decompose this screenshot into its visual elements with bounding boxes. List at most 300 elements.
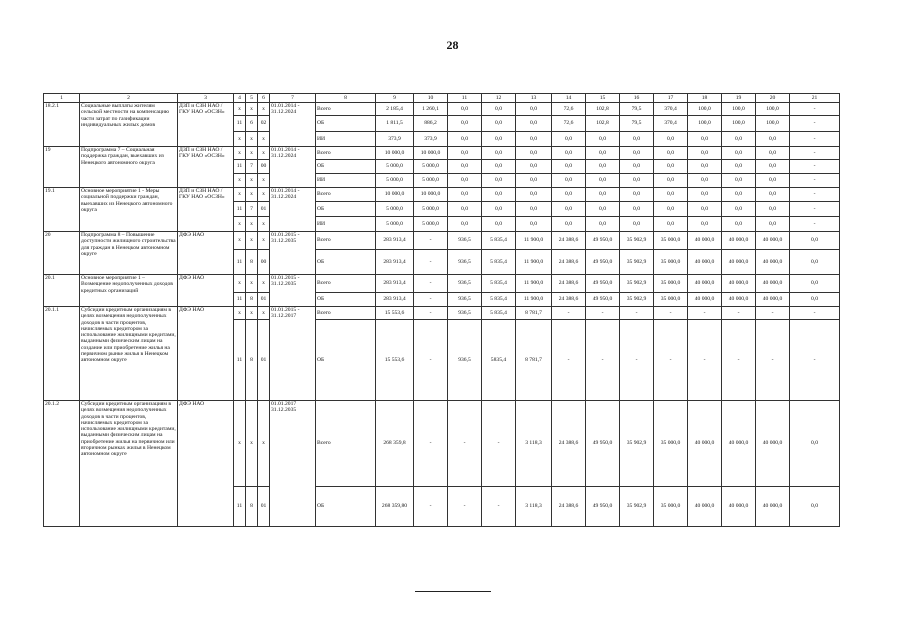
budget-code: 11: [234, 293, 246, 307]
amount-cell: 2 185,4: [376, 103, 414, 116]
amount-cell: 5 000,0: [376, 160, 414, 174]
funding-source: Всего: [316, 103, 376, 116]
amount-cell: 10 000,0: [376, 188, 414, 202]
column-header: 14: [552, 94, 586, 103]
amount-cell: 0,0: [552, 160, 586, 174]
funding-source: ИИ: [316, 132, 376, 147]
amount-cell: 0,0: [516, 202, 552, 217]
column-header: 8: [316, 94, 376, 103]
amount-cell: -: [790, 103, 840, 116]
amount-cell: 0,0: [448, 132, 482, 147]
amount-cell: 24 388,6: [552, 232, 586, 250]
funding-source: Всего: [316, 275, 376, 293]
row-number: 20.1: [44, 275, 80, 307]
amount-cell: 373,9: [376, 132, 414, 147]
row-name: Подпрограмма 8 – Повышение доступности жилищного строительства для граждан в Ненецком автономном округе: [80, 232, 178, 275]
amount-cell: 0,0: [654, 160, 688, 174]
amount-cell: 0,0: [448, 116, 482, 132]
budget-code: 11: [234, 250, 246, 275]
amount-cell: 0,0: [552, 174, 586, 188]
budget-code: 8: [246, 250, 258, 275]
footer-line: [415, 591, 491, 592]
amount-cell: 0,0: [448, 217, 482, 232]
amount-cell: 0,0: [790, 487, 840, 527]
amount-cell: -: [414, 307, 448, 320]
amount-cell: 5 000,0: [376, 217, 414, 232]
budget-code: x: [234, 103, 246, 116]
amount-cell: -: [586, 307, 620, 320]
amount-cell: -: [790, 132, 840, 147]
funding-source: ОБ: [316, 116, 376, 132]
budget-code: 00: [258, 160, 270, 174]
amount-cell: 0,0: [516, 174, 552, 188]
amount-cell: -: [414, 275, 448, 293]
amount-cell: -: [722, 320, 756, 401]
amount-cell: 15 553,6: [376, 320, 414, 401]
budget-code: x: [246, 174, 258, 188]
table-row: [44, 103, 840, 116]
amount-cell: 8 781,7: [516, 320, 552, 401]
amount-cell: 24 388,6: [552, 250, 586, 275]
funding-source: Всего: [316, 147, 376, 160]
amount-cell: 0,0: [756, 188, 790, 202]
amount-cell: 100,0: [688, 116, 722, 132]
row-name: Основное мероприятие 1 – Возмещение недополученных доходов кредитных организаций: [80, 275, 178, 307]
column-header: 21: [790, 94, 840, 103]
row-dates: 01.01.2015 - 31.12.2017: [270, 307, 316, 401]
amount-cell: 5 000,0: [376, 174, 414, 188]
row-executor: ДЗП и СЗН НАО / ГКУ НАО «ОСЗН»: [178, 103, 234, 147]
amount-cell: 1 260,1: [414, 103, 448, 116]
amount-cell: 5 835,4: [482, 250, 516, 275]
amount-cell: 0,0: [688, 188, 722, 202]
budget-code: x: [258, 147, 270, 160]
budget-code: x: [258, 217, 270, 232]
amount-cell: -: [552, 307, 586, 320]
amount-cell: -: [790, 116, 840, 132]
amount-cell: 5 000,0: [376, 202, 414, 217]
amount-cell: 936,5: [448, 320, 482, 401]
amount-cell: 5 000,0: [414, 160, 448, 174]
amount-cell: 24 388,6: [552, 401, 586, 487]
amount-cell: -: [688, 307, 722, 320]
amount-cell: 11 900,0: [516, 293, 552, 307]
budget-code: x: [234, 275, 246, 293]
header-row: [44, 94, 840, 103]
column-header: 9: [376, 94, 414, 103]
budget-code: 11: [234, 116, 246, 132]
amount-cell: 0,0: [722, 188, 756, 202]
amount-cell: 35 000,0: [654, 250, 688, 275]
amount-cell: -: [414, 293, 448, 307]
column-header: 2: [80, 94, 178, 103]
budget-code: x: [246, 275, 258, 293]
funding-source: ОБ: [316, 487, 376, 527]
budget-code: x: [258, 307, 270, 320]
amount-cell: 10 000,0: [376, 147, 414, 160]
amount-cell: 0,0: [516, 132, 552, 147]
amount-cell: 5 835,4: [482, 232, 516, 250]
row-dates: 01.01.2014 - 31.12.2024: [270, 188, 316, 232]
amount-cell: 35 902,9: [620, 293, 654, 307]
amount-cell: 936,5: [448, 232, 482, 250]
amount-cell: 40 000,0: [688, 275, 722, 293]
amount-cell: 0,0: [516, 147, 552, 160]
amount-cell: 24 388,6: [552, 293, 586, 307]
amount-cell: 0,0: [756, 160, 790, 174]
amount-cell: 0,0: [688, 132, 722, 147]
table-row: [44, 147, 840, 160]
amount-cell: 40 000,0: [756, 275, 790, 293]
amount-cell: 0,0: [756, 132, 790, 147]
amount-cell: 35 902,9: [620, 232, 654, 250]
amount-cell: 5 000,0: [414, 202, 448, 217]
funding-source: ИИ: [316, 217, 376, 232]
row-number: 19: [44, 147, 80, 188]
amount-cell: 0,0: [482, 160, 516, 174]
amount-cell: 0,0: [654, 188, 688, 202]
amount-cell: 936,5: [448, 275, 482, 293]
amount-cell: 0,0: [448, 160, 482, 174]
column-header: 4: [234, 94, 246, 103]
amount-cell: 0,0: [552, 132, 586, 147]
budget-code: x: [246, 132, 258, 147]
amount-cell: 40 000,0: [756, 232, 790, 250]
table-row: [44, 275, 840, 293]
amount-cell: 0,0: [654, 147, 688, 160]
budget-code: x: [246, 401, 258, 487]
amount-cell: 0,0: [482, 147, 516, 160]
funding-source: Всего: [316, 188, 376, 202]
amount-cell: 40 000,0: [756, 487, 790, 527]
amount-cell: 40 000,0: [688, 401, 722, 487]
amount-cell: 35 902,9: [620, 250, 654, 275]
amount-cell: -: [790, 147, 840, 160]
amount-cell: -: [756, 307, 790, 320]
amount-cell: 1 811,5: [376, 116, 414, 132]
amount-cell: 0,0: [620, 174, 654, 188]
amount-cell: 40 000,0: [722, 232, 756, 250]
funding-source: Всего: [316, 401, 376, 487]
table-row: [44, 188, 840, 202]
amount-cell: -: [414, 320, 448, 401]
budget-code: 11: [234, 202, 246, 217]
amount-cell: 5835,4: [482, 320, 516, 401]
amount-cell: 0,0: [516, 217, 552, 232]
amount-cell: 11 900,0: [516, 250, 552, 275]
amount-cell: 5 000,0: [414, 174, 448, 188]
budget-code: x: [258, 132, 270, 147]
column-header: 20: [756, 94, 790, 103]
row-executor: ДФЭ НАО: [178, 275, 234, 307]
amount-cell: 35 902,9: [620, 487, 654, 527]
amount-cell: 35 000,0: [654, 275, 688, 293]
funding-source: ОБ: [316, 320, 376, 401]
amount-cell: 49 950,0: [586, 250, 620, 275]
amount-cell: 0,0: [722, 202, 756, 217]
amount-cell: 0,0: [620, 188, 654, 202]
amount-cell: -: [756, 320, 790, 401]
budget-code: 01: [258, 320, 270, 401]
amount-cell: -: [654, 307, 688, 320]
amount-cell: 49 950,0: [586, 232, 620, 250]
budget-code: x: [258, 103, 270, 116]
amount-cell: 0,0: [552, 188, 586, 202]
amount-cell: 0,0: [586, 160, 620, 174]
amount-cell: -: [620, 320, 654, 401]
budget-code: x: [246, 103, 258, 116]
amount-cell: 0,0: [620, 132, 654, 147]
amount-cell: 0,0: [654, 217, 688, 232]
amount-cell: 0,0: [620, 217, 654, 232]
amount-cell: 40 000,0: [722, 293, 756, 307]
amount-cell: 0,0: [552, 147, 586, 160]
amount-cell: 0,0: [586, 217, 620, 232]
amount-cell: -: [482, 487, 516, 527]
budget-code: x: [246, 147, 258, 160]
row-executor: ДЗП и СЗН НАО / ГКУ НАО «ОСЗН»: [178, 188, 234, 232]
funding-source: Всего: [316, 307, 376, 320]
row-number: 18.2.1: [44, 103, 80, 147]
funding-source: ОБ: [316, 250, 376, 275]
column-header: 1: [44, 94, 80, 103]
amount-cell: 5 000,0: [414, 217, 448, 232]
amount-cell: 49 950,0: [586, 401, 620, 487]
amount-cell: 936,5: [448, 250, 482, 275]
amount-cell: 0,0: [482, 217, 516, 232]
column-header: 7: [270, 94, 316, 103]
amount-cell: 0,0: [654, 132, 688, 147]
amount-cell: 283 913,4: [376, 232, 414, 250]
amount-cell: 40 000,0: [756, 401, 790, 487]
row-executor: ДЗП и СЗН НАО / ГКУ НАО «ОСЗН»: [178, 147, 234, 188]
budget-code: x: [246, 217, 258, 232]
amount-cell: 35 902,9: [620, 275, 654, 293]
budget-code: x: [234, 307, 246, 320]
amount-cell: 0,0: [516, 188, 552, 202]
amount-cell: 0,0: [516, 116, 552, 132]
amount-cell: 370,4: [654, 103, 688, 116]
row-number: 19.1: [44, 188, 80, 232]
budget-code: 6: [246, 116, 258, 132]
amount-cell: 0,0: [722, 217, 756, 232]
amount-cell: 3 118,3: [516, 401, 552, 487]
amount-cell: -: [790, 174, 840, 188]
amount-cell: 0,0: [688, 174, 722, 188]
amount-cell: 102,8: [586, 116, 620, 132]
amount-cell: -: [790, 188, 840, 202]
budget-code: 7: [246, 160, 258, 174]
table-row: [44, 232, 840, 250]
budget-code: x: [258, 275, 270, 293]
column-header: 6: [258, 94, 270, 103]
amount-cell: 5 835,4: [482, 307, 516, 320]
amount-cell: 0,0: [516, 103, 552, 116]
amount-cell: 8 781,7: [516, 307, 552, 320]
row-executor: ДФЭ НАО: [178, 232, 234, 275]
amount-cell: 79,5: [620, 103, 654, 116]
column-header: 19: [722, 94, 756, 103]
amount-cell: -: [790, 160, 840, 174]
budget-code: 00: [258, 250, 270, 275]
column-header: 3: [178, 94, 234, 103]
amount-cell: 0,0: [448, 188, 482, 202]
amount-cell: -: [552, 320, 586, 401]
amount-cell: 0,0: [790, 293, 840, 307]
amount-cell: 72,6: [552, 103, 586, 116]
budget-code: x: [234, 401, 246, 487]
amount-cell: -: [790, 217, 840, 232]
amount-cell: 5 835,4: [482, 275, 516, 293]
amount-cell: 0,0: [482, 174, 516, 188]
amount-cell: 102,8: [586, 103, 620, 116]
amount-cell: 0,0: [552, 202, 586, 217]
amount-cell: 0,0: [790, 232, 840, 250]
amount-cell: 0,0: [688, 160, 722, 174]
amount-cell: 11 900,0: [516, 275, 552, 293]
amount-cell: 100,0: [722, 103, 756, 116]
amount-cell: 0,0: [688, 147, 722, 160]
amount-cell: 40 000,0: [688, 293, 722, 307]
budget-code: 01: [258, 487, 270, 527]
amount-cell: -: [790, 307, 840, 320]
amount-cell: 40 000,0: [722, 250, 756, 275]
amount-cell: 0,0: [620, 160, 654, 174]
amount-cell: 268 359,80: [376, 487, 414, 527]
row-executor: ДФЭ НАО: [178, 401, 234, 527]
amount-cell: -: [414, 250, 448, 275]
budget-code: x: [234, 217, 246, 232]
table-row: [44, 307, 840, 320]
amount-cell: 283 913,4: [376, 275, 414, 293]
row-dates: 01.01.2017 31.12.2035: [270, 401, 316, 527]
amount-cell: 0,0: [448, 174, 482, 188]
column-header: 18: [688, 94, 722, 103]
amount-cell: 283 913,4: [376, 250, 414, 275]
amount-cell: 0,0: [722, 132, 756, 147]
column-header: 12: [482, 94, 516, 103]
row-number: 20.1.1: [44, 307, 80, 401]
amount-cell: 10 000,0: [414, 147, 448, 160]
amount-cell: 283 913,4: [376, 293, 414, 307]
amount-cell: -: [654, 320, 688, 401]
amount-cell: 0,0: [586, 147, 620, 160]
budget-code: x: [258, 401, 270, 487]
amount-cell: 0,0: [586, 188, 620, 202]
amount-cell: 936,5: [448, 307, 482, 320]
program-funding-table: [43, 93, 840, 527]
amount-cell: 0,0: [586, 202, 620, 217]
row-name: Субсидии кредитным организациям в целях возмещения недополученных доходов в части процентов, начисляемых кредитором за использование жилищными кредитами, выданными физическим лицам на приобретение жилья на первичном или вторичном рынках жилья в Ненецком автономном округе: [80, 401, 178, 527]
amount-cell: -: [790, 202, 840, 217]
amount-cell: 40 000,0: [756, 293, 790, 307]
amount-cell: 40 000,0: [688, 250, 722, 275]
funding-source: ОБ: [316, 293, 376, 307]
column-header: 17: [654, 94, 688, 103]
amount-cell: 0,0: [688, 202, 722, 217]
budget-code: x: [258, 232, 270, 250]
budget-code: x: [234, 232, 246, 250]
budget-code: x: [234, 188, 246, 202]
row-name: Подпрограмма 7 – Социальная поддержка граждан, выехавших из Ненецкого автономного округа: [80, 147, 178, 188]
amount-cell: -: [448, 487, 482, 527]
budget-code: x: [258, 174, 270, 188]
amount-cell: 79,5: [620, 116, 654, 132]
amount-cell: 10 000,0: [414, 188, 448, 202]
amount-cell: 35 000,0: [654, 487, 688, 527]
budget-code: 8: [246, 320, 258, 401]
amount-cell: -: [586, 320, 620, 401]
amount-cell: 0,0: [654, 174, 688, 188]
row-dates: 01.01.2014 - 31.12.2024: [270, 103, 316, 147]
table-row: [44, 401, 840, 487]
column-header: 5: [246, 94, 258, 103]
amount-cell: 0,0: [620, 147, 654, 160]
amount-cell: 373,9: [414, 132, 448, 147]
funding-source: ОБ: [316, 202, 376, 217]
amount-cell: 24 388,6: [552, 487, 586, 527]
funding-source: ИИ: [316, 174, 376, 188]
amount-cell: 40 000,0: [722, 487, 756, 527]
amount-cell: 40 000,0: [756, 250, 790, 275]
row-name: Социальные выплаты жителям сельской местности на компенсацию части затрат по газификации индивидуальных жилых домов: [80, 103, 178, 147]
amount-cell: -: [790, 320, 840, 401]
budget-code: 11: [234, 160, 246, 174]
row-dates: 01.01.2015 - 31.12.2035: [270, 275, 316, 307]
amount-cell: -: [688, 320, 722, 401]
amount-cell: 100,0: [722, 116, 756, 132]
column-header: 16: [620, 94, 654, 103]
amount-cell: 100,0: [688, 103, 722, 116]
amount-cell: -: [414, 401, 448, 487]
page-number: 28: [446, 38, 459, 52]
amount-cell: 0,0: [448, 147, 482, 160]
amount-cell: 3 118,3: [516, 487, 552, 527]
row-number: 20.1.2: [44, 401, 80, 527]
funding-source: ОБ: [316, 160, 376, 174]
amount-cell: 936,5: [448, 293, 482, 307]
amount-cell: -: [448, 401, 482, 487]
amount-cell: 0,0: [482, 202, 516, 217]
row-dates: 01.01.2015 - 31.12.2035: [270, 232, 316, 275]
amount-cell: 15 553,6: [376, 307, 414, 320]
budget-code: 02: [258, 116, 270, 132]
amount-cell: 40 000,0: [722, 401, 756, 487]
budget-code: 8: [246, 293, 258, 307]
budget-code: 01: [258, 202, 270, 217]
budget-code: x: [234, 147, 246, 160]
amount-cell: 0,0: [482, 116, 516, 132]
amount-cell: 24 388,6: [552, 275, 586, 293]
amount-cell: 0,0: [586, 132, 620, 147]
amount-cell: 49 950,0: [586, 293, 620, 307]
column-header: 15: [586, 94, 620, 103]
amount-cell: 100,0: [756, 116, 790, 132]
amount-cell: -: [482, 401, 516, 487]
row-name: Субсидии кредитным организациям в целях возмещения недополученных доходов в части процентов, начисляемых кредитором за использование жилищными кредитами, выданными физическим лицам на создание или приобретение жилья на первичном рынке жилья в Ненецком автономном округе: [80, 307, 178, 401]
column-header: 13: [516, 94, 552, 103]
column-header: 10: [414, 94, 448, 103]
amount-cell: 49 950,0: [586, 275, 620, 293]
budget-code: 01: [258, 293, 270, 307]
row-executor: ДФЭ НАО: [178, 307, 234, 401]
amount-cell: 0,0: [790, 401, 840, 487]
row-dates: 01.01.2014 - 31.12.2024: [270, 147, 316, 188]
budget-code: x: [246, 307, 258, 320]
amount-cell: 0,0: [756, 217, 790, 232]
amount-cell: 0,0: [790, 275, 840, 293]
budget-code: 7: [246, 202, 258, 217]
